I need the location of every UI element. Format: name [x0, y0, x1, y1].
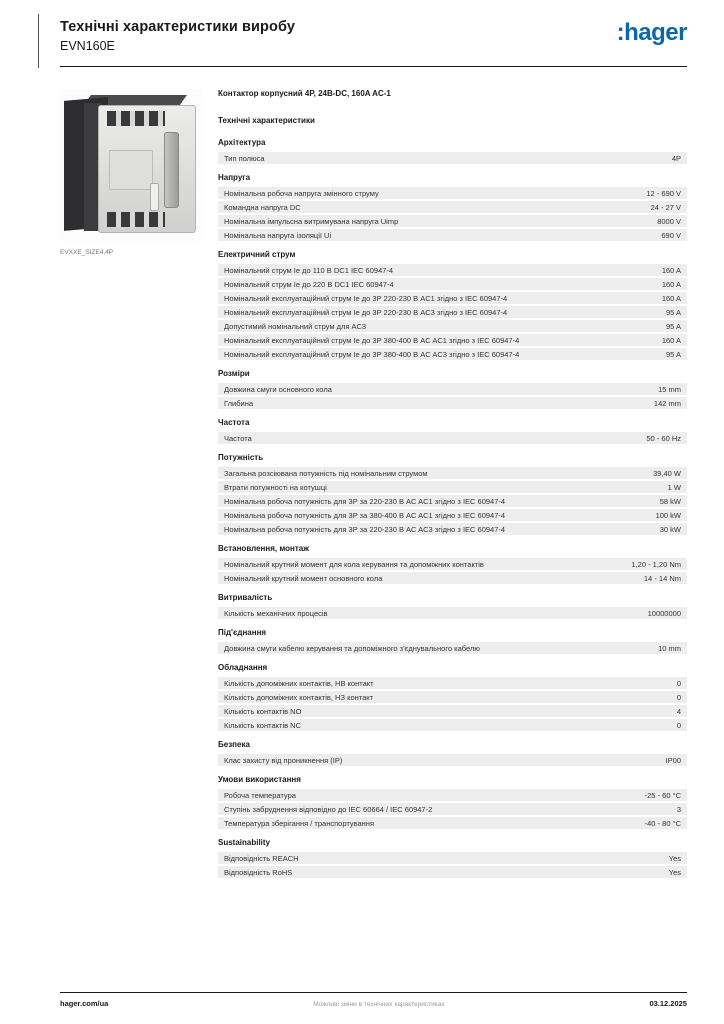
- spec-label: Допустимий номінальний струм для AC3: [224, 321, 367, 331]
- spec-label: Ступінь забруднення відповідно до IEC 60664 / IEC 60947-2: [224, 804, 433, 814]
- spec-label: Командна напруга DC: [224, 202, 301, 212]
- section-rows: [218, 607, 687, 619]
- spec-row: [218, 607, 687, 619]
- spec-label: Відповідність RoHS: [224, 867, 293, 877]
- section-title: Архітектура: [218, 138, 266, 147]
- section-title: Витривалість: [218, 593, 273, 602]
- spec-section: [218, 544, 687, 584]
- spec-label: Кількість контактів NO: [224, 706, 302, 716]
- spec-section: [218, 453, 687, 535]
- spec-value: 160 A: [661, 265, 681, 275]
- section-rows: [218, 677, 687, 731]
- logo-text: hager: [624, 19, 687, 46]
- section-rows: [218, 789, 687, 829]
- spec-row: [218, 866, 687, 878]
- spec-label: Робоча температура: [224, 790, 296, 800]
- spec-value: 10 mm: [658, 643, 681, 653]
- spec-row: [218, 691, 687, 703]
- spec-label: Номінальна імпульсна витримувана напруга Uimp: [224, 216, 399, 226]
- spec-value: 0: [676, 720, 681, 730]
- spec-value: Yes: [668, 853, 681, 863]
- spec-row: [218, 495, 687, 507]
- spec-label: Номінальна робоча напруга змінного струму: [224, 188, 379, 198]
- spec-row: [218, 383, 687, 395]
- section-rows: [218, 642, 687, 654]
- header: [0, 0, 724, 53]
- spec-row: [218, 852, 687, 864]
- spec-value: 4P: [671, 153, 681, 163]
- spec-value: 142 mm: [653, 398, 681, 408]
- spec-label: Номінальна робоча потужність для 3P за 380-400 В AC AC1 згідно з IEC 60947-4: [224, 510, 506, 520]
- header-title-block: [60, 19, 295, 53]
- spec-row: [218, 803, 687, 815]
- spec-row: [218, 187, 687, 199]
- spec-label: Кількість механічних процесів: [224, 608, 328, 618]
- spec-value: 12 - 690 V: [646, 188, 681, 198]
- spec-row: [218, 558, 687, 570]
- spec-row: [218, 152, 687, 164]
- section-title: Безпека: [218, 740, 250, 749]
- spec-value: 690 V: [661, 230, 681, 240]
- spec-label: Клас захисту від проникнення (IP): [224, 755, 343, 765]
- spec-row: [218, 754, 687, 766]
- spec-value: 8000 V: [657, 216, 681, 226]
- spec-value: 1,20 - 1,20 Nm: [631, 559, 681, 569]
- spec-row: [218, 306, 687, 318]
- spec-row: [218, 229, 687, 241]
- spec-label: Глибина: [224, 398, 254, 408]
- spec-section: [218, 838, 687, 878]
- spec-value: 24 - 27 V: [650, 202, 681, 212]
- spec-label: Кількість контактів NC: [224, 720, 302, 730]
- spec-row: [218, 642, 687, 654]
- section-rows: [218, 432, 687, 444]
- spec-value: 50 - 60 Hz: [646, 433, 681, 443]
- page-title: Технічні характеристики виробу: [60, 19, 295, 35]
- spec-label: Номінальна напруга ізоляції Ui: [224, 230, 332, 240]
- product-photo: [60, 89, 202, 241]
- spec-row: [218, 523, 687, 535]
- spec-section: [218, 593, 687, 619]
- spec-value: -40 - 80 °C: [644, 818, 681, 828]
- spec-value: -25 - 60 °C: [644, 790, 681, 800]
- spec-section: [218, 663, 687, 731]
- spec-value: 39,40 W: [653, 468, 681, 478]
- hager-logo: [617, 21, 687, 45]
- spec-row: [218, 432, 687, 444]
- spec-value: 95 A: [665, 321, 681, 331]
- spec-row: [218, 677, 687, 689]
- spec-value: 0: [676, 678, 681, 688]
- section-title: Встановлення, монтаж: [218, 544, 309, 553]
- spec-row: [218, 705, 687, 717]
- spec-section: [218, 740, 687, 766]
- spec-section: [218, 775, 687, 829]
- footer-note: Можливі зміни в технічних характеристиках: [313, 1001, 445, 1008]
- specs-column: [218, 89, 687, 880]
- content: [0, 67, 724, 880]
- spec-value: 160 A: [661, 293, 681, 303]
- spec-value: 0: [676, 692, 681, 702]
- spec-label: Температура зберігання / транспортування: [224, 818, 375, 828]
- spec-label: Номінальна робоча потужність для 3P за 220-230 В AC AC3 згідно з IEC 60947-4: [224, 524, 506, 534]
- spec-section: [218, 418, 687, 444]
- section-rows: [218, 754, 687, 766]
- spec-value: 160 A: [661, 279, 681, 289]
- spec-section: [218, 138, 687, 164]
- contactor-lever: [164, 132, 179, 208]
- spec-value: 4: [676, 706, 681, 716]
- spec-row: [218, 572, 687, 584]
- product-model: EVN160E: [60, 39, 115, 53]
- spec-value: 58 kW: [659, 496, 681, 506]
- section-rows: [218, 187, 687, 241]
- spec-label: Тип полюса: [224, 153, 265, 163]
- spec-row: [218, 509, 687, 521]
- spec-row: [218, 348, 687, 360]
- spec-label: Загальна розсіювана потужність під номінальним струмом: [224, 468, 428, 478]
- spec-value: 100 kW: [655, 510, 681, 520]
- spec-section: [218, 369, 687, 409]
- spec-row: [218, 397, 687, 409]
- section-title: Частота: [218, 418, 250, 427]
- spec-value: 1 W: [667, 482, 681, 492]
- spec-row: [218, 817, 687, 829]
- section-title: Умови використання: [218, 775, 301, 784]
- spec-label: Номінальна робоча потужність для 3P за 220-230 В AC AC1 згідно з IEC 60947-4: [224, 496, 506, 506]
- front-plate: [109, 150, 153, 190]
- section-rows: [218, 152, 687, 164]
- spec-label: Номінальний експлуатаційний струм Ie до 3P 380-400 В AC AC3 згідно з IEC 60947-4: [224, 349, 520, 359]
- spec-row: [218, 481, 687, 493]
- section-title: Електричний струм: [218, 250, 296, 259]
- footer: [60, 992, 687, 1008]
- spec-row: [218, 201, 687, 213]
- section-rows: [218, 264, 687, 360]
- spec-value: 95 A: [665, 307, 681, 317]
- spec-value: 3: [676, 804, 681, 814]
- lever-knob: [150, 183, 159, 211]
- logo-colon: :: [616, 19, 625, 46]
- spec-label: Номінальний крутний момент основного кола: [224, 573, 383, 583]
- spec-row: [218, 215, 687, 227]
- left-column: [60, 89, 202, 880]
- spec-value: 30 kW: [659, 524, 681, 534]
- spec-label: Номінальний струм Ie до 220 В DC1 IEC 60947-4: [224, 279, 394, 289]
- spec-row: [218, 789, 687, 801]
- spec-row: [218, 719, 687, 731]
- spec-section: [218, 628, 687, 654]
- spec-section: [218, 250, 687, 360]
- spec-row: [218, 264, 687, 276]
- footer-date: 03.12.2025: [649, 999, 687, 1008]
- terminals-bottom: [107, 212, 165, 227]
- spec-value: 15 mm: [658, 384, 681, 394]
- section-title: Під'єднання: [218, 628, 267, 637]
- section-title: Обладнання: [218, 663, 268, 672]
- spec-label: Номінальний експлуатаційний струм Ie до 3P 220-230 В AC3 згідно з IEC 60947-4: [224, 307, 508, 317]
- product-name: Контактор корпусний 4P, 24В-DC, 160A AC-1: [218, 89, 391, 98]
- section-title: Sustainability: [218, 838, 271, 847]
- spec-row: [218, 292, 687, 304]
- spec-label: Номінальний експлуатаційний струм Ie до 3P 380-400 В AC AC1 згідно з IEC 60947-4: [224, 335, 520, 345]
- spec-row: [218, 467, 687, 479]
- spec-sections: [218, 138, 687, 878]
- specs-heading: Технічні характеристики: [218, 116, 315, 125]
- spec-value: 14 - 14 Nm: [643, 573, 681, 583]
- section-rows: [218, 852, 687, 878]
- section-title: Напруга: [218, 173, 251, 182]
- spec-label: Номінальний крутний момент для кола керування та допоміжних контактів: [224, 559, 484, 569]
- spec-label: Номінальний струм Ie до 110 В DC1 IEC 60947-4: [224, 265, 394, 275]
- section-rows: [218, 467, 687, 535]
- spec-label: Кількість допоміжних контактів, НЗ контакт: [224, 692, 374, 702]
- section-rows: [218, 383, 687, 409]
- spec-row: [218, 320, 687, 332]
- section-title: Потужність: [218, 453, 264, 462]
- spec-label: Довжина смуги кабелю керування та допоміжного з'єднувального кабелю: [224, 643, 480, 653]
- spec-row: [218, 334, 687, 346]
- section-rows: [218, 558, 687, 584]
- footer-site-link[interactable]: hager.com/ua: [60, 999, 109, 1008]
- spec-section: [218, 173, 687, 241]
- spec-value: 160 A: [661, 335, 681, 345]
- contactor-front-panel: [98, 105, 196, 233]
- spec-value: 95 A: [665, 349, 681, 359]
- section-title: Розміри: [218, 369, 250, 378]
- spec-label: Номінальний експлуатаційний струм Ie до 3P 220-230 В AC1 згідно з IEC 60947-4: [224, 293, 508, 303]
- terminals-top: [107, 111, 165, 126]
- spec-row: [218, 278, 687, 290]
- photo-caption: EVXXE_SIZE4,4P: [60, 249, 114, 256]
- spec-label: Частота: [224, 433, 252, 443]
- fold-mark: [38, 14, 39, 68]
- spec-value: Yes: [668, 867, 681, 877]
- spec-value: 10000000: [647, 608, 681, 618]
- spec-label: Довжина смуги основного кола: [224, 384, 332, 394]
- spec-label: Втрати потужності на котушці: [224, 482, 327, 492]
- spec-label: Відповідність REACH: [224, 853, 299, 863]
- spec-value: IP00: [665, 755, 681, 765]
- spec-label: Кількість допоміжних контактів, НВ контакт: [224, 678, 374, 688]
